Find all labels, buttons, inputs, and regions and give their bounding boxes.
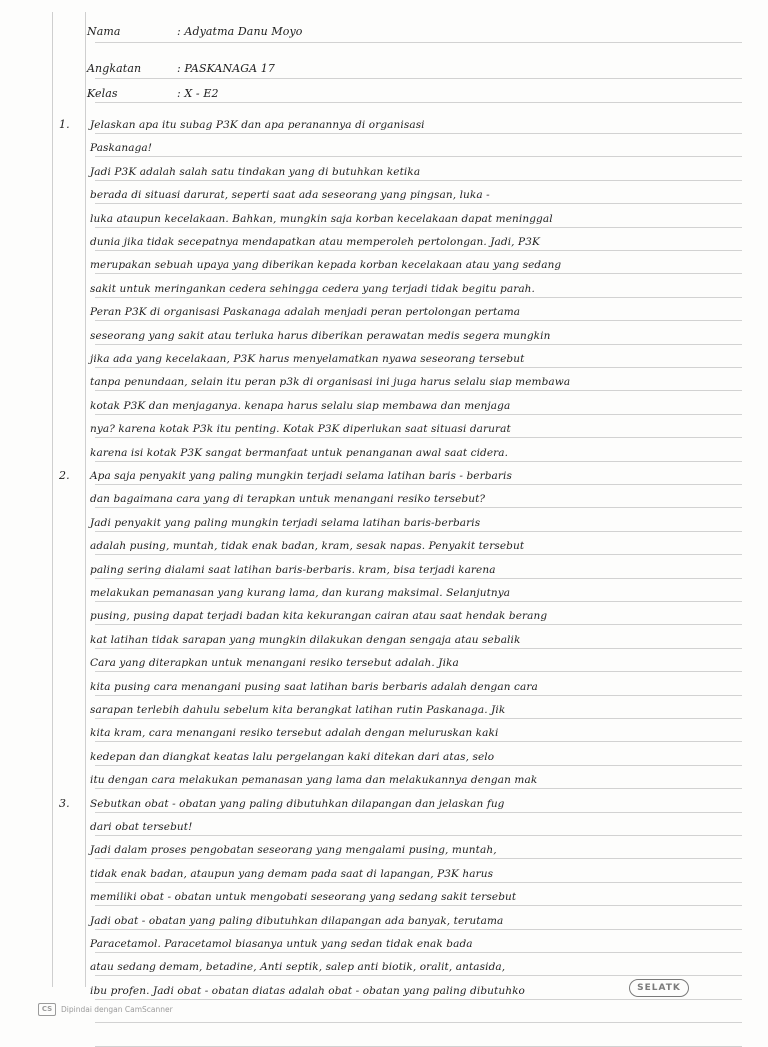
margin-line <box>85 12 86 987</box>
handwritten-line: Jadi dalam proses pengobatan seseorang yang mengalami pusing, muntah, <box>90 844 497 857</box>
handwritten-line: berada di situasi darurat, seperti saat ada seseorang yang pingsan, luka - <box>90 189 490 202</box>
scanner-watermark-text: Dipindai dengan CamScanner <box>61 1005 173 1014</box>
handwritten-line: atau sedang demam, betadine, Anti septik, salep anti biotik, oralit, antasida, <box>90 961 506 974</box>
handwritten-line: sakit untuk meringankan cedera sehingga cedera yang terjadi tidak begitu parah. <box>90 282 535 295</box>
handwritten-line: nya? karena kotak P3k itu penting. Kotak P3K diperlukan saat situasi darurat <box>90 423 511 436</box>
question-number: 2. <box>59 469 70 482</box>
handwritten-line: kotak P3K dan menjaganya. kenapa harus selalu siap membawa dan menjaga <box>90 399 511 412</box>
handwritten-line: Jelaskan apa itu subag P3K dan apa peranannya di organisasi <box>90 119 425 131</box>
ruled-line <box>95 42 742 43</box>
handwritten-line: Paskanaga! <box>90 142 153 155</box>
batch-label: Angkatan <box>87 62 142 75</box>
handwritten-line: jika ada yang kecelakaan, P3K harus menyelamatkan nyawa seseorang tersebut <box>90 353 525 365</box>
handwritten-line: itu dengan cara melakukan pemanasan yang lama dan melakukannya dengan mak <box>90 774 538 787</box>
handwritten-line: merupakan sebuah upaya yang diberikan kepada korban kecelakaan atau yang sedang <box>90 259 562 272</box>
handwritten-line: Jadi penyakit yang paling mungkin terjadi selama latihan baris-berbaris <box>90 516 481 529</box>
question-number: 1. <box>59 118 70 131</box>
handwritten-line: kita pusing cara menangani pusing saat latihan baris berbaris adalah dengan cara <box>90 680 538 693</box>
handwritten-line: luka ataupun kecelakaan. Bahkan, mungkin saja korban kecelakaan dapat meninggal <box>90 212 553 225</box>
handwritten-line: karena isi kotak P3K sangat bermanfaat untuk penanganan awal saat cidera. <box>90 446 509 459</box>
handwritten-line: memiliki obat - obatan untuk mengobati seseorang yang sedang sakit tersebut <box>90 891 517 904</box>
handwritten-line: tidak enak badan, ataupun yang demam pada saat di lapangan, P3K harus <box>90 867 494 880</box>
handwritten-line: paling sering dialami saat latihan baris-berbaris. kram, bisa terjadi karena <box>90 563 496 576</box>
name-value: : Adyatma Danu Moyo <box>177 25 303 38</box>
batch-value: : PASKANAGA 17 <box>177 62 275 75</box>
scanner-stamp: SELATK <box>629 979 689 997</box>
handwritten-line: adalah pusing, muntah, tidak enak badan, kram, sesak napas. Penyakit tersebut <box>90 540 525 553</box>
handwritten-line: melakukan pemanasan yang kurang lama, dan kurang maksimal. Selanjutnya <box>90 587 511 599</box>
class-value: : X - E2 <box>177 87 219 100</box>
handwritten-line: Paracetamol. Paracetamol biasanya untuk yang sedan tidak enak bada <box>90 938 473 950</box>
handwritten-line: Jadi obat - obatan yang paling dibutuhkan dilapangan ada banyak, terutama <box>90 914 504 927</box>
handwritten-line: Cara yang diterapkan untuk menangani resiko tersebut adalah. Jika <box>90 657 459 670</box>
margin-line <box>52 12 53 987</box>
handwritten-line: Jadi P3K adalah salah satu tindakan yang di butuhkan ketika <box>90 165 421 178</box>
handwritten-line: kedepan dan diangkat keatas lalu pergelangan kaki ditekan dari atas, selo <box>90 750 495 763</box>
ruled-line <box>95 1022 742 1023</box>
handwritten-line: Sebutkan obat - obatan yang paling dibutuhkan dilapangan dan jelaskan fug <box>90 797 505 810</box>
handwritten-line: dan bagaimana cara yang di terapkan untuk menangani resiko tersebut? <box>90 493 486 506</box>
handwritten-line: tanpa penundaan, selain itu peran p3k di organisasi ini juga harus selalu siap membawa <box>90 376 571 389</box>
handwritten-line: pusing, pusing dapat terjadi badan kita kekurangan cairan atau saat hendak berang <box>90 610 548 623</box>
camscanner-logo-icon: CS <box>38 1003 56 1016</box>
handwritten-line: dari obat tersebut! <box>90 821 193 833</box>
name-label: Nama <box>87 25 121 38</box>
question-number: 3. <box>59 796 70 810</box>
handwritten-line: kat latihan tidak sarapan yang mungkin dilakukan dengan sengaja atau sebalik <box>90 633 521 646</box>
handwritten-line: sarapan terlebih dahulu sebelum kita berangkat latihan rutin Paskanaga. Jik <box>90 704 506 716</box>
handwritten-line: Apa saja penyakit yang paling mungkin terjadi selama latihan baris - berbaris <box>90 470 512 482</box>
ruled-line <box>95 1046 742 1047</box>
paper-sheet <box>40 12 730 997</box>
handwritten-line: Peran P3K di organisasi Paskanaga adalah menjadi peran pertolongan pertama <box>90 306 521 319</box>
scanner-watermark <box>38 1003 173 1016</box>
handwritten-line: kita kram, cara menangani resiko tersebut adalah dengan meluruskan kaki <box>90 727 499 740</box>
handwritten-line: seseorang yang sakit atau terluka harus diberikan perawatan medis segera mungkin <box>90 329 551 342</box>
class-label: Kelas <box>87 87 118 100</box>
handwritten-line: dunia jika tidak secepatnya mendapatkan atau memperoleh pertolongan. Jadi, P3K <box>90 236 540 248</box>
ruled-line <box>95 156 742 157</box>
handwritten-line: ibu profen. Jadi obat - obatan diatas adalah obat - obatan yang paling dibutuhko <box>90 984 525 997</box>
